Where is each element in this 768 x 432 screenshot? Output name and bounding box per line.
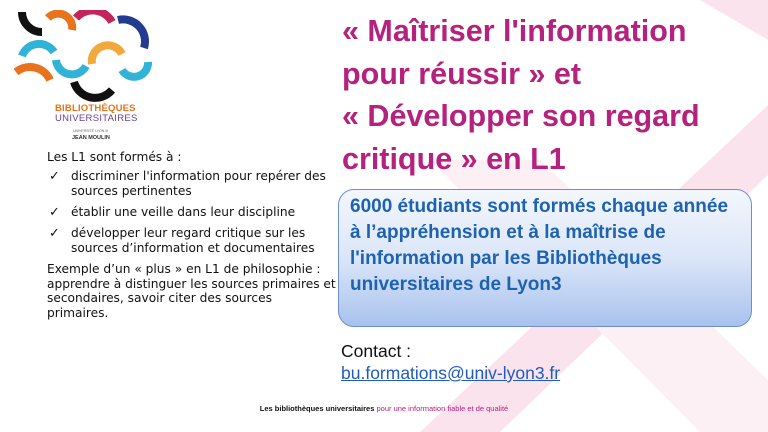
bu-logo: [14, 10, 164, 142]
check-icon: ✓: [49, 205, 60, 220]
title-line-1: « Maîtriser l'information: [342, 14, 687, 48]
slide-title: [342, 10, 762, 180]
list-item: [47, 205, 337, 220]
footer-text-tagline: pour une information fiable et de qualité: [374, 404, 509, 413]
logo-title: BIBLIOTHÈQUES: [55, 103, 136, 114]
title-line-3: « Développer son regard: [342, 99, 700, 133]
title-line-4: critique » en L1: [342, 141, 566, 176]
example-text: Exemple d’un « plus » en L1 de philosophie : apprendre à distinguer les sources primaires et secondaires, savoir citer des sources primaires.: [47, 262, 336, 320]
check-icon: ✓: [49, 169, 60, 184]
intro-text: Les L1 sont formés à :: [47, 150, 182, 164]
footer-text-bold: Les bibliothèques universitaires: [259, 404, 375, 413]
highlight-text: 6000 étudiants sont formés chaque année à l’appréhension et à la maîtrise de l'information par les Bibliothèques universitaires de Lyon3: [350, 196, 729, 295]
list-item: [47, 226, 337, 256]
footer: [0, 404, 768, 413]
logo-university: UNIVERSITÉ LYON III: [73, 129, 109, 133]
check-icon: ✓: [49, 226, 60, 241]
list-item-text: développer leur regard critique sur les sources d’information et documentaires: [71, 226, 315, 255]
contact-email-link[interactable]: bu.formations@univ-lyon3.fr: [341, 363, 561, 383]
title-line-2: pour réussir » et: [342, 56, 581, 91]
logo-university-name: JEAN MOULIN: [72, 135, 110, 141]
list-item: [47, 169, 337, 199]
contact-label: Contact :: [341, 341, 412, 361]
logo-arcs: [14, 10, 164, 105]
list-item-text: établir une veille dans leur discipline: [71, 205, 296, 219]
skills-checklist: [47, 169, 337, 256]
highlight-box: [338, 189, 752, 327]
training-description: [47, 150, 337, 320]
logo-subtitle: UNIVERSITAIRES: [55, 113, 138, 124]
list-item-text: discriminer l'information pour repérer des sources pertinentes: [71, 169, 326, 198]
